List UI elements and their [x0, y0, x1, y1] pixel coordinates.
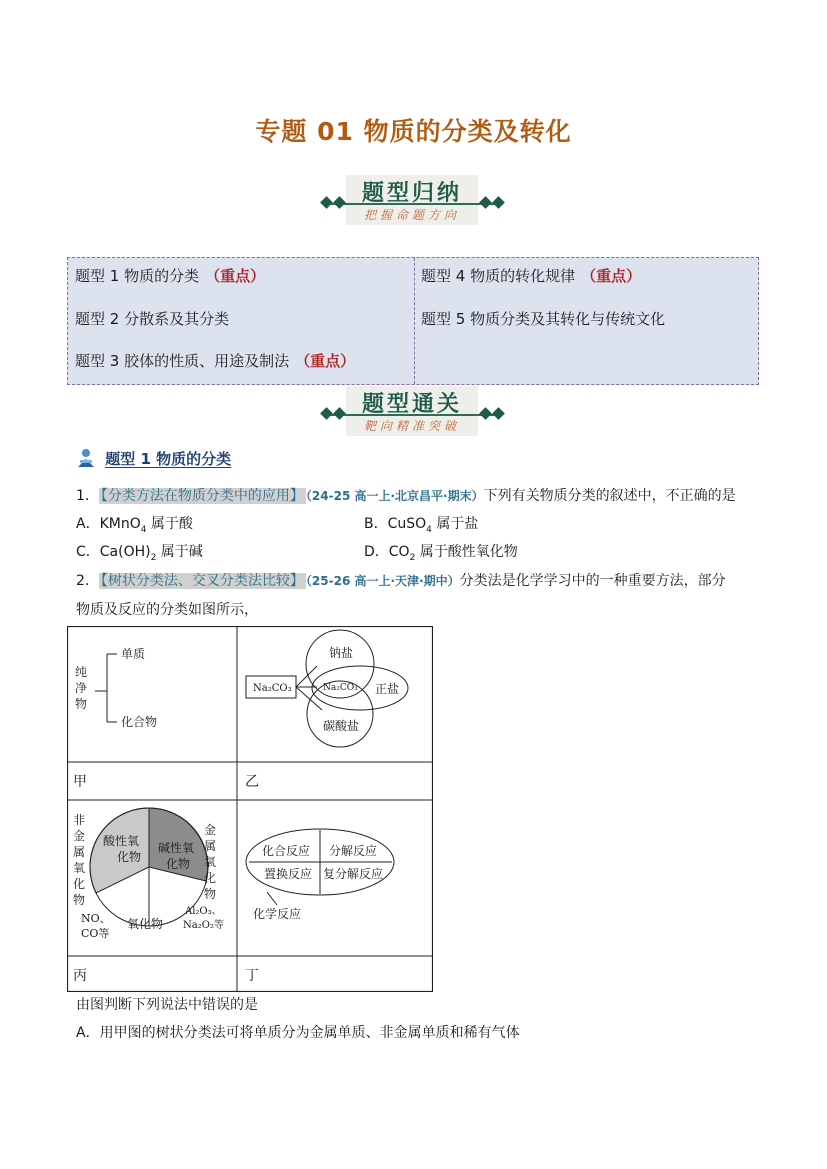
metal-oxide-char: 氧 — [204, 855, 217, 869]
option-text: C．Ca(OH) — [76, 544, 151, 560]
nonmetal-oxide-char: 金 — [73, 829, 86, 843]
summary-item-label: 题型 1 物质的分类 — [75, 267, 200, 285]
tree-branch-1: 单质 — [121, 647, 146, 661]
combination-label: 化合反应 — [262, 844, 311, 858]
basic-oxide-label: 化物 — [166, 857, 191, 871]
option-text: B．CuSO — [364, 516, 427, 532]
banner-title: 题型通关 — [361, 392, 462, 417]
cell-label-yi: 乙 — [245, 774, 259, 790]
page-title: 专题 01 物质的分类及转化 — [255, 117, 572, 146]
summary-item-2[interactable] — [75, 308, 229, 329]
subscript: 4 — [426, 524, 432, 535]
subscript: 4 — [140, 524, 147, 535]
summary-item-label: 题型 3 胶体的性质、用途及制法 — [75, 352, 290, 370]
classification-figure — [67, 626, 433, 992]
tree-root-char: 纯 — [75, 665, 88, 679]
summary-item-5[interactable] — [421, 308, 665, 329]
option-c[interactable] — [76, 541, 203, 563]
question-source: （24-25 高一上·北京昌平·期末） — [305, 489, 484, 503]
nonmetal-example: CO等 — [81, 927, 110, 940]
banner-practice — [318, 386, 506, 436]
subscript: 2 — [150, 552, 157, 563]
metal-example: Na₂O₂等 — [183, 920, 224, 931]
question-2-stem-cont: 物质及反应的分类如图所示， — [76, 602, 258, 618]
option-text: 属于酸性氧化物 — [415, 544, 518, 560]
cell-label-bing: 丙 — [73, 968, 87, 984]
summary-item-1[interactable] — [75, 265, 265, 286]
section-label: 题型 1 物质的分类 — [105, 450, 232, 468]
tree-root-char: 物 — [75, 697, 88, 711]
question-tag: 【分类方法在物质分类中的应用】 — [100, 488, 304, 504]
basic-oxide-label: 碱性氧 — [158, 841, 195, 855]
cell-label-jia: 甲 — [73, 774, 87, 790]
oxide-label: 氧化物 — [127, 917, 164, 931]
metal-oxide-char: 物 — [204, 887, 217, 901]
acidic-oxide-label: 酸性氧 — [103, 834, 140, 848]
normal-salt-label: 正盐 — [375, 682, 400, 696]
option-a[interactable] — [76, 513, 193, 535]
option-text: 属于盐 — [431, 516, 479, 532]
question-source: （25-26 高一上·天津·期中） — [305, 574, 460, 588]
question-2-prompt: 由图判断下列说法中错误的是 — [76, 997, 258, 1013]
banner-subtitle: 靶向精准突破 — [363, 419, 460, 433]
nonmetal-oxide-char: 属 — [73, 845, 86, 859]
student-icon — [76, 448, 96, 468]
key-tag: （重点） — [205, 267, 266, 285]
summary-item-label: 题型 5 物质分类及其转化与传统文化 — [421, 310, 666, 328]
summary-item-label: 题型 2 分散系及其分类 — [75, 310, 230, 328]
decomposition-label: 分解反应 — [329, 844, 378, 858]
section-heading — [76, 448, 231, 469]
summary-divider — [414, 258, 415, 384]
compound-box-label: Na₂CO₃ — [253, 683, 292, 694]
tree-branch-2: 化合物 — [121, 715, 158, 729]
nonmetal-oxide-char: 非 — [73, 813, 86, 827]
question-2-stem — [76, 570, 726, 590]
chemical-reaction-label: 化学反应 — [253, 907, 302, 921]
topic-summary-box — [67, 257, 759, 385]
banner-subtitle: 把握命题方向 — [363, 208, 460, 222]
summary-item-4[interactable] — [421, 265, 641, 286]
summary-item-3[interactable] — [75, 350, 355, 371]
option-b[interactable] — [364, 513, 478, 535]
acidic-oxide-label: 化物 — [117, 850, 142, 864]
banner-summary — [318, 175, 506, 225]
question-text: 分类法是化学学习中的一种重要方法，部分 — [459, 573, 726, 589]
banner-title: 题型归纳 — [361, 181, 462, 206]
option-a[interactable]: A．用甲图的树状分类法可将单质分为金属单质、非金属单质和稀有气体 — [76, 1025, 520, 1041]
metal-oxide-char: 金 — [204, 823, 217, 837]
double-decomposition-label: 复分解反应 — [323, 867, 384, 881]
question-tag: 【树状分类法、交叉分类法比较】 — [100, 573, 304, 589]
metal-oxide-char: 化 — [204, 871, 217, 885]
nonmetal-oxide-char: 物 — [73, 893, 86, 907]
option-text: D．CO — [364, 544, 410, 560]
nonmetal-oxide-char: 化 — [73, 877, 86, 891]
option-text: A．KMnO — [76, 516, 141, 532]
carbonate-label: 碳酸盐 — [323, 719, 360, 733]
option-d[interactable] — [364, 541, 518, 563]
option-text: 属于碱 — [156, 544, 203, 560]
cell-label-ding: 丁 — [245, 968, 259, 984]
metal-example: Al₂O₃、 — [185, 906, 222, 917]
key-tag: （重点） — [581, 267, 642, 285]
question-number: 2． — [76, 573, 99, 589]
key-tag: （重点） — [295, 352, 356, 370]
summary-item-label: 题型 4 物质的转化规律 — [421, 267, 576, 285]
subscript: 2 — [409, 552, 416, 563]
displacement-label: 置换反应 — [264, 867, 313, 881]
intersection-label: Na₂CO₃ — [323, 683, 358, 693]
metal-oxide-char: 属 — [204, 839, 217, 853]
question-1-stem — [76, 485, 736, 505]
question-text: 下列有关物质分类的叙述中，不正确的是 — [483, 488, 736, 504]
tree-root-char: 净 — [75, 681, 88, 695]
sodium-salt-label: 钠盐 — [329, 646, 354, 660]
nonmetal-oxide-char: 氧 — [73, 861, 86, 875]
option-text: 属于酸 — [146, 516, 193, 532]
question-number: 1． — [76, 488, 99, 504]
nonmetal-example: NO、 — [81, 912, 111, 925]
